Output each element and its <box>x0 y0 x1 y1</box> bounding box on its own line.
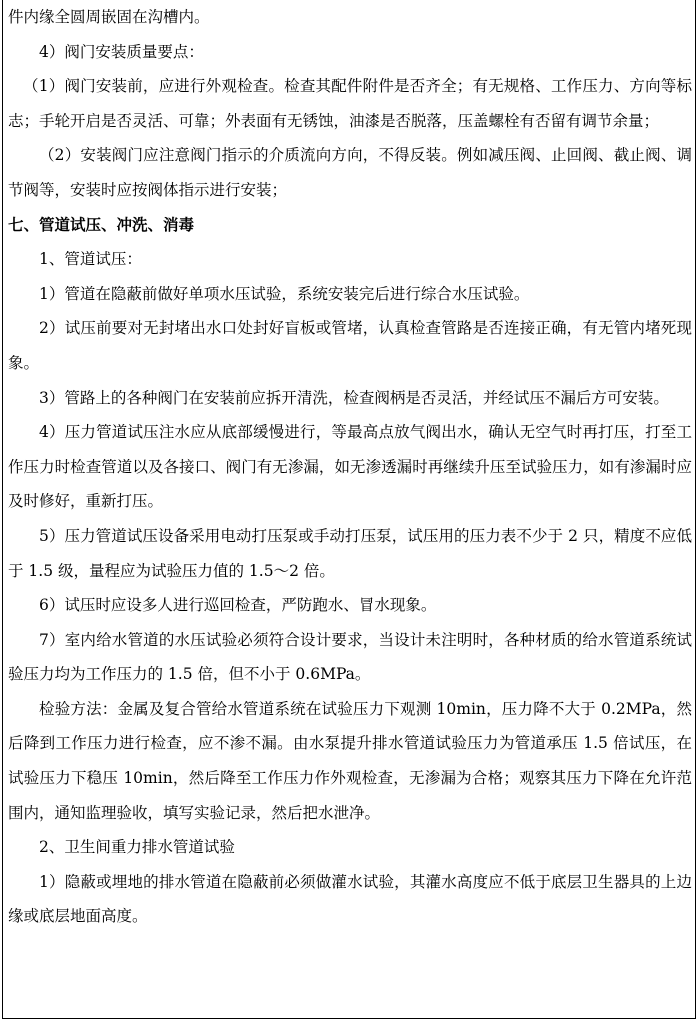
pressure-test-item-2: 2）试压前要对无封堵出水口处封好盲板或管堵，认真检查管路是否连接正确，有无管内堵死现象。 <box>8 319 692 372</box>
valve-quality-heading: 4）阀门安装质量要点： <box>39 42 204 61</box>
pressure-test-item-1: 1）管道在隐蔽前做好单项水压试验，系统安装完后进行综合水压试验。 <box>39 284 530 303</box>
pipe-pressure-test-subheading: 1、管道试压： <box>39 250 142 269</box>
inspection-method-paragraph: 检验方法：金属及复合管给水管道系统在试验压力下观测 10min，压力降不大于 0.2MPa，然后降到工作压力进行检查，应不渗不漏。由水泵提升排水管道试验压力为管道承压 1.5 倍试压，在试验压力下稳压 10min，然后降至工作压力作外观检查，无渗漏为合格；观察其压力下降在允许范围内，通知监理验收，填写实验记录，然后把水泄净。 <box>8 699 692 822</box>
document-body <box>8 0 692 934</box>
pressure-test-item-3: 3）管路上的各种阀门在安装前应拆开清洗，检查阀柄是否灵活，并经试压不漏后方可安装。 <box>39 388 669 407</box>
pressure-test-item-5: 5）压力管道试压设备采用电动打压泵或手动打压泵，试压用的压力表不少于 2 只，精度不应低于 1.5 级，量程应为试验压力值的 1.5～2 倍。 <box>8 526 692 580</box>
valve-inspection-paragraph: （1）阀门安装前，应进行外观检查。检查其配件附件是否齐全；有无规格、工作压力、方向等标志；手轮开启是否灵活、可靠；外表面有无锈蚀，油漆是否脱落，压盖螺栓有否留有调节余量； <box>8 77 692 130</box>
pressure-test-item-7: 7）室内给水管道的水压试验必须符合设计要求，当设计未注明时，各种材质的给水管道系统试验压力均为工作压力的 1.5 倍，但不小于 0.6MPa。 <box>8 630 692 684</box>
valve-direction-paragraph: （2）安装阀门应注意阀门指示的介质流向方向，不得反装。例如减压阀、止回阀、截止阀、调节阀等，安装时应按阀体指示进行安装； <box>8 146 692 199</box>
section-heading-pressure-test: 七、管道试压、冲洗、消毒 <box>8 215 195 234</box>
drain-test-item-1: 1）隐蔽或埋地的排水管道在隐蔽前必须做灌水试验，其灌水高度应不低于底层卫生器具的上边缘或底层地面高度。 <box>8 872 692 926</box>
paragraph-continuation: 件内缘全圆周嵌固在沟槽内。 <box>8 8 210 26</box>
pressure-test-item-6: 6）试压时应设多人进行巡回检查，严防跑水、冒水现象。 <box>39 596 437 615</box>
drain-test-subheading: 2、卫生间重力排水管道试验 <box>39 838 235 857</box>
pressure-test-item-4: 4）压力管道试压注水应从底部缓慢进行，等最高点放气阀出水，确认无空气时再打压，打至工作压力时检查管道以及各接口、阀门有无渗漏，如无渗透漏时再继续升压至试验压力，如有渗漏时应及时修好，重新打压。 <box>8 423 692 511</box>
